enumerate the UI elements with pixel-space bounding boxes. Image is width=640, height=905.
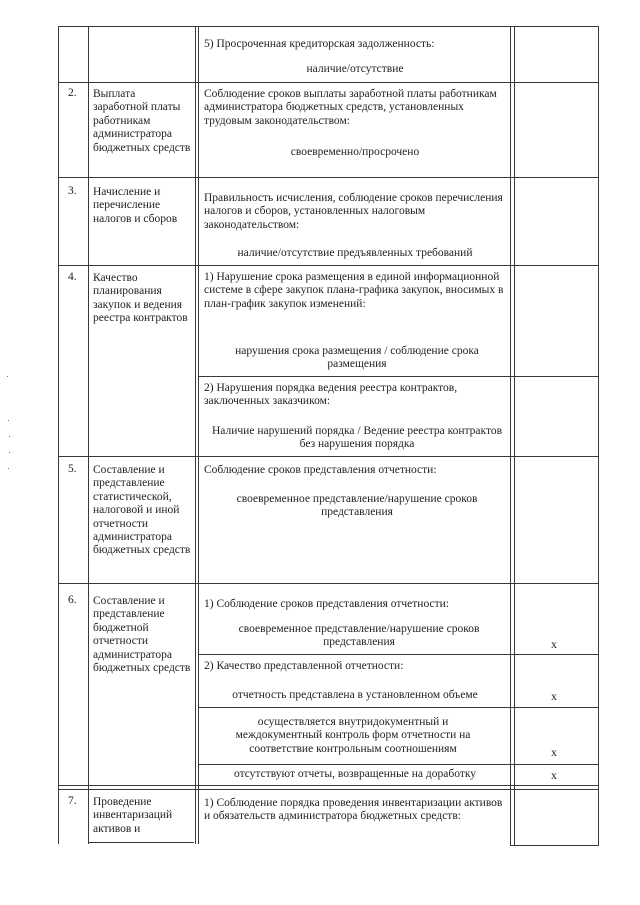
- criterion-heading: 2) Качество представленной отчетности:: [204, 660, 404, 672]
- row-number: 6.: [68, 594, 77, 606]
- table-rule: [58, 26, 59, 844]
- table-rule: [198, 764, 598, 765]
- row-title: Проведение инвентаризаций активов и: [93, 796, 173, 835]
- criterion-value: наличие/отсутствие: [306, 63, 404, 75]
- table-rule: [58, 456, 598, 457]
- criterion-heading: Соблюдение сроков выплаты заработной платы работникам администратора бюджетных средств, установленных трудовым законодательством:: [204, 88, 497, 127]
- criterion-value: отсутствуют отчеты, возвращенные на доработку: [233, 768, 477, 780]
- criterion-heading: 1) Соблюдение порядка проведения инвентаризации активов и обязательств администратора бюджетных средств:: [204, 797, 503, 823]
- table-rule: [58, 265, 598, 266]
- criterion-mark: x: [551, 637, 557, 651]
- criterion-value: своевременно/просрочено: [290, 146, 420, 158]
- table-rule: [58, 785, 598, 786]
- row-title: Качество планирования закупок и ведения реестра контрактов: [93, 272, 188, 325]
- table-rule: [598, 26, 599, 846]
- table-rule: [88, 26, 89, 844]
- criterion-value: своевременное представление/нарушение сроков представления: [236, 493, 478, 519]
- table-rule: [198, 376, 598, 377]
- table-rule: [58, 583, 598, 584]
- criterion-heading: 5) Просроченная кредиторская задолженность:: [204, 38, 435, 50]
- scan-speck: [9, 436, 10, 437]
- criterion-value: осуществляется внутридокументный и междокументный контроль форм отчетности на соответствие контрольным соотношениям: [235, 716, 471, 755]
- row-title: Начисление и перечисление налогов и сборов: [93, 186, 178, 225]
- criterion-heading: 1) Нарушение срока размещения в единой информационной системе в сфере закупок плана-графика закупок, вносимых в план-график закупок изменений:: [204, 271, 504, 310]
- table-rule: [510, 845, 598, 846]
- row-number: 2.: [68, 87, 77, 99]
- table-rule: [198, 707, 598, 708]
- criterion-mark: x: [551, 745, 557, 759]
- table-rule: [58, 82, 598, 83]
- row-number: 4.: [68, 271, 77, 283]
- criterion-value: отчетность представлена в установленном объеме: [232, 689, 478, 701]
- criterion-value: наличие/отсутствие предъявленных требований: [237, 247, 473, 259]
- criterion-heading: Соблюдение сроков представления отчетности:: [204, 464, 437, 476]
- table-rule: [514, 26, 515, 846]
- criterion-heading: 1) Соблюдение сроков представления отчетности:: [204, 598, 449, 610]
- table-rule: [58, 26, 598, 27]
- scan-speck: [7, 376, 8, 377]
- criterion-value: нарушения срока размещения / соблюдение срока размещения: [235, 345, 479, 371]
- table-rule: [510, 26, 511, 846]
- scan-speck: [8, 468, 9, 469]
- table-rule: [58, 177, 598, 178]
- criterion-value: Наличие нарушений порядка / Ведение реестра контрактов без нарушения порядка: [212, 425, 503, 451]
- row-title: Составление и представление статистической, налоговой и иной отчетности администратора бюджетных средств: [93, 464, 191, 557]
- table-rule: [88, 842, 194, 843]
- criterion-mark: x: [551, 689, 557, 703]
- table-rule: [198, 26, 199, 844]
- row-title: Выплата заработной платы работникам администратора бюджетных средств: [93, 88, 191, 154]
- criterion-value: своевременное представление/нарушение сроков представления: [238, 623, 480, 649]
- scan-speck: [9, 452, 10, 453]
- row-number: 5.: [68, 463, 77, 475]
- row-title: Составление и представление бюджетной отчетности администратора бюджетных средств: [93, 595, 191, 675]
- table-rule: [58, 789, 598, 790]
- row-number: 7.: [68, 795, 77, 807]
- scan-speck: [8, 420, 9, 421]
- criterion-heading: 2) Нарушения порядка ведения реестра контрактов, заключенных заказчиком:: [204, 382, 458, 408]
- row-number: 3.: [68, 185, 77, 197]
- table-rule: [198, 654, 598, 655]
- criterion-heading: Правильность исчисления, соблюдение сроков перечисления налогов и сборов, установленных налоговым законодательством:: [204, 192, 503, 231]
- table-rule: [195, 26, 196, 844]
- criterion-mark: x: [551, 768, 557, 782]
